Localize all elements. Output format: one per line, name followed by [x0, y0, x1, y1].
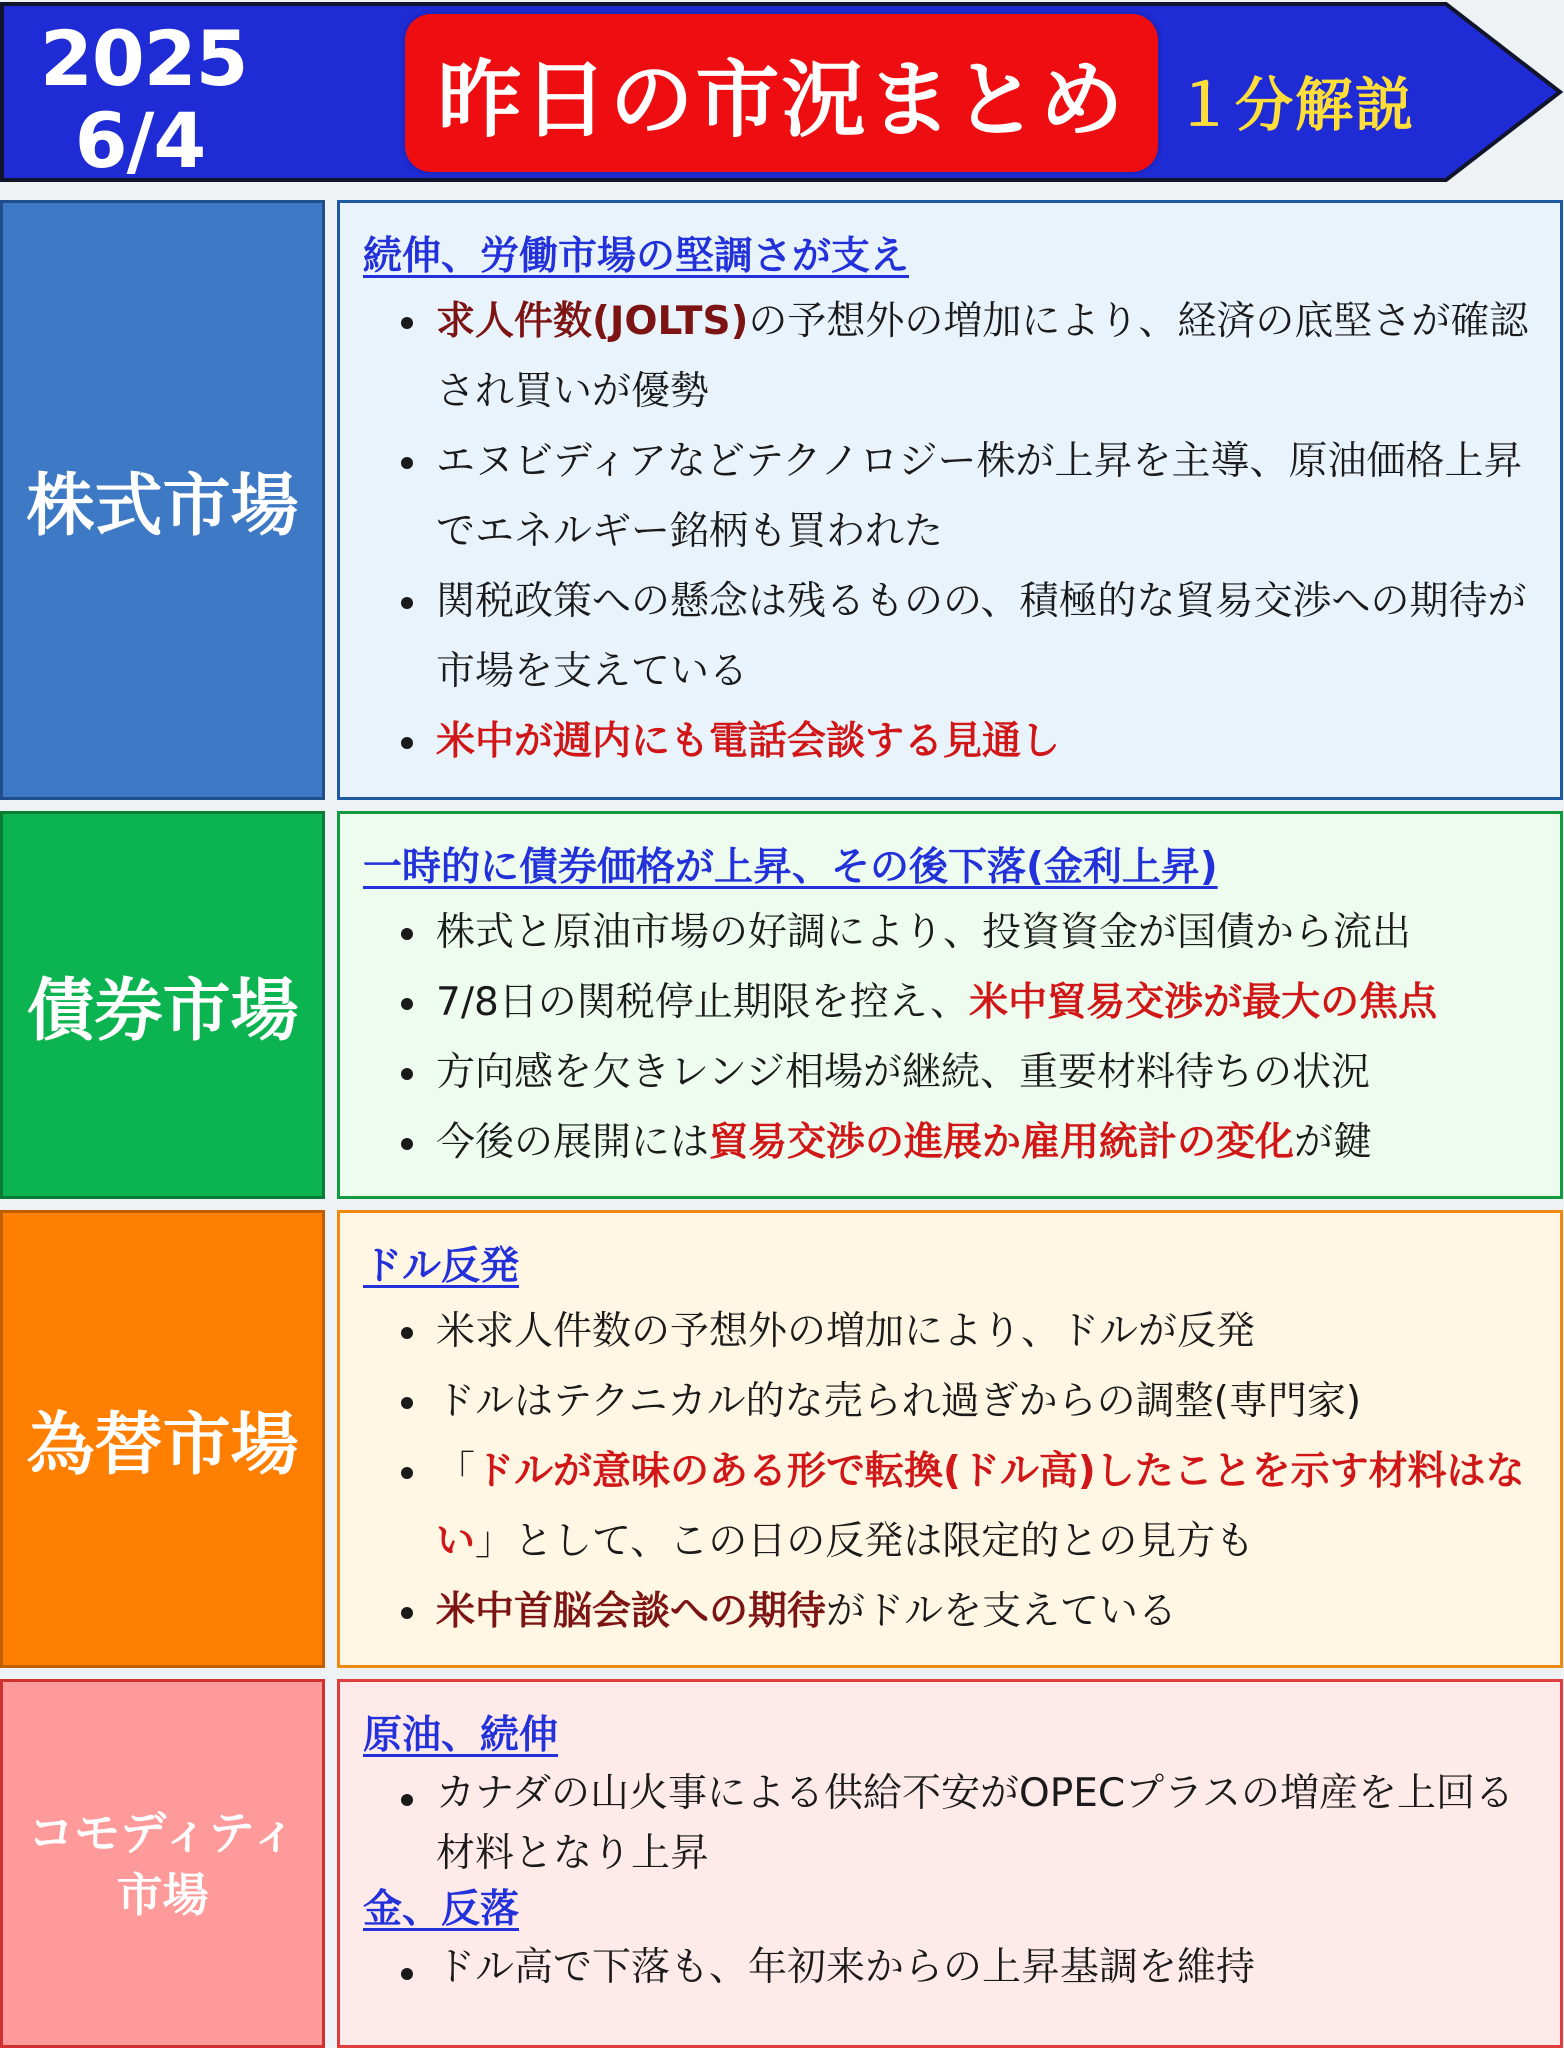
section-content: [337, 811, 1563, 1199]
section-heading: ドル反発: [363, 1244, 520, 1289]
bullet-text: エヌビディアなどテクノロジー株が上昇を主導、原油価格上昇でエネルギー銘柄も買われた: [436, 439, 1523, 554]
section-commodity: [0, 1679, 1564, 2048]
bullet-item: [363, 287, 1540, 427]
section-label: 債券市場: [0, 811, 325, 1199]
bullet-list: [363, 1297, 1540, 1647]
bullet-item: [363, 1038, 1540, 1108]
bullet-item: [363, 427, 1540, 567]
date-day: 6/4: [74, 96, 206, 185]
bullet-list: [363, 1938, 1540, 1998]
bullet-item: [363, 1108, 1540, 1178]
bullet-item: [363, 1297, 1540, 1367]
bullet-item: [363, 567, 1540, 707]
bullet-item: [363, 1577, 1540, 1647]
bullet-item: [363, 1938, 1540, 1998]
section-heading: 続伸、労働市場の堅調さが支え: [363, 234, 910, 279]
bullet-item: [363, 968, 1540, 1038]
bullet-list: [363, 1764, 1540, 1884]
bullet-text: 株式と原油市場の好調により、投資資金が国債から流出: [436, 910, 1412, 955]
emphasis-text: 求人件数(JOLTS): [436, 299, 749, 344]
bullet-text: 「: [436, 1449, 476, 1494]
bullet-list: [363, 898, 1540, 1178]
page-title: 昨日の市況まとめ: [437, 50, 1126, 149]
bullet-item: [363, 898, 1540, 968]
header-banner: [0, 0, 1564, 184]
section-content: [337, 1679, 1563, 2048]
section-label: 為替市場: [0, 1210, 325, 1668]
bullet-item: [363, 1437, 1540, 1577]
emphasis-text: 米中貿易交渉が最大の焦点: [969, 980, 1438, 1025]
section-heading: 一時的に債券価格が上昇、その後下落(金利上昇): [363, 845, 1218, 890]
bullet-text: の予想外の増加により、経済の底堅さが確認され買いが優勢: [436, 299, 1529, 414]
bullet-text: ドルはテクニカル的な売られ過ぎからの調整(専門家): [436, 1379, 1362, 1424]
section-stock: [0, 200, 1564, 800]
date-year: 2025: [40, 14, 248, 103]
section-bond: [0, 811, 1564, 1199]
bullet-text: 今後の展開には: [436, 1120, 710, 1165]
emphasis-text: 米中が週内にも電話会談する見通し: [436, 719, 1061, 764]
bullet-text: 米求人件数の予想外の増加により、ドルが反発: [436, 1309, 1256, 1354]
section-content: [337, 1210, 1563, 1668]
bullet-text: 」として、この日の反発は限定的との見方も: [475, 1519, 1255, 1564]
section-label: コモディティ市場: [0, 1679, 325, 2048]
bullet-text: がドルを支えている: [826, 1589, 1178, 1634]
bullet-text: が鍵: [1294, 1120, 1373, 1165]
emphasis-text: 貿易交渉の進展か雇用統計の変化: [709, 1120, 1295, 1165]
bullet-text: ドル高で下落も、年初来からの上昇基調を維持: [436, 1945, 1256, 1990]
emphasis-text: ドルが意味のある形で転換(ドル高)したことを示す材料はない: [436, 1449, 1525, 1564]
bullet-list: [363, 287, 1540, 777]
section-content: [337, 200, 1563, 800]
bullet-text: 7/8日の関税停止期限を控え、: [436, 980, 970, 1025]
section-forex: [0, 1210, 1564, 1668]
bullet-text: 方向感を欠きレンジ相場が継続、重要材料待ちの状況: [436, 1050, 1371, 1095]
bullet-text: 関税政策への懸念は残るものの、積極的な貿易交渉への期待が市場を支えている: [436, 579, 1527, 694]
date-block: [40, 14, 248, 185]
section-heading: 原油、続伸: [363, 1713, 559, 1758]
page-subtitle: １分解説: [1175, 71, 1416, 139]
bullet-item: [363, 707, 1540, 777]
section-heading: 金、反落: [363, 1887, 520, 1932]
bullet-item: [363, 1367, 1540, 1437]
title-box: [405, 14, 1158, 172]
section-label: 株式市場: [0, 200, 325, 800]
bullet-text: カナダの山火事による供給不安がOPECプラスの増産を上回る材料となり上昇: [436, 1771, 1514, 1876]
emphasis-text: 米中首脳会談への期待: [436, 1589, 827, 1634]
bullet-item: [363, 1764, 1540, 1884]
